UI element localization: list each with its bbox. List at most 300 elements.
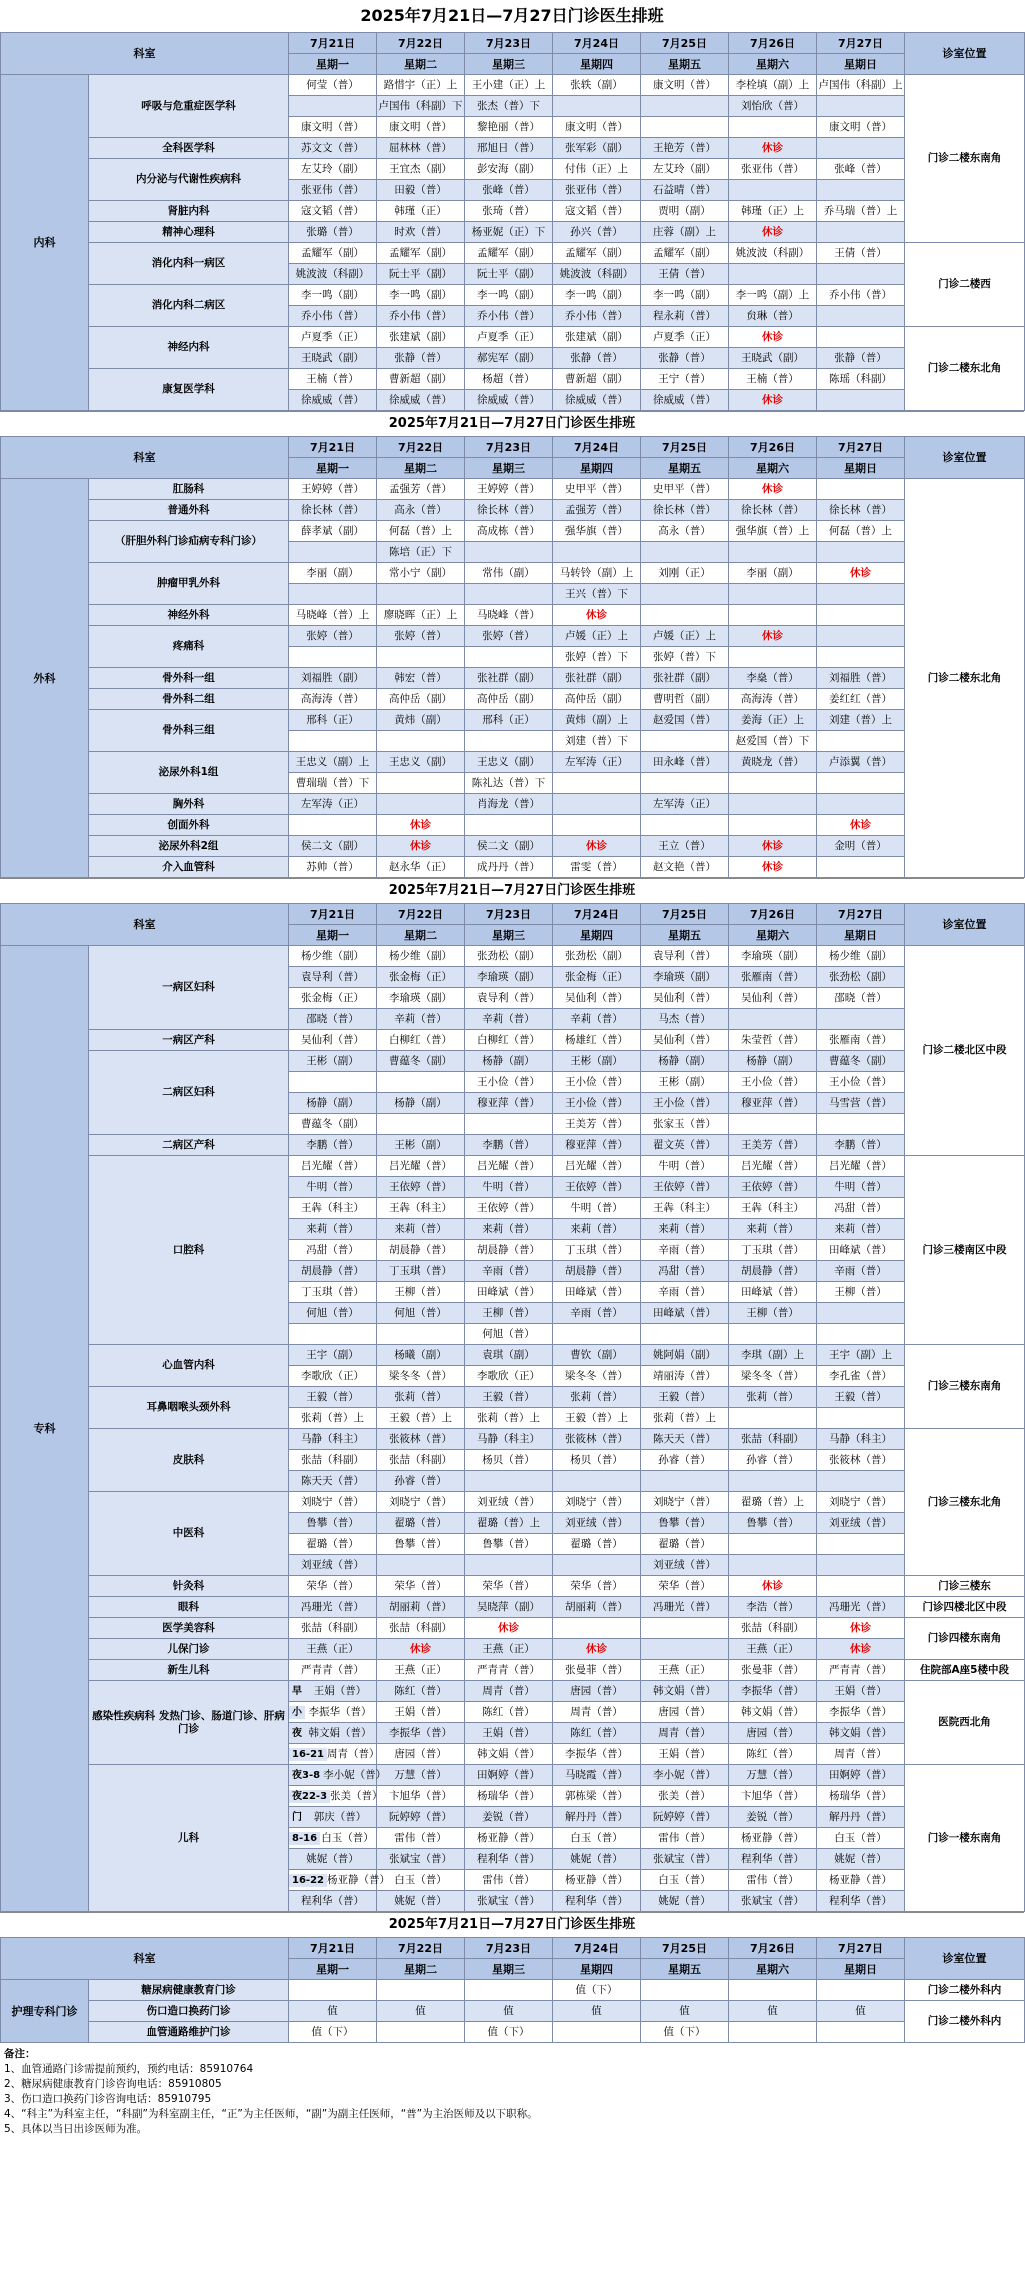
location-header: 诊室位置	[905, 904, 1025, 946]
date-header: 7月21日	[289, 904, 377, 925]
schedule-cell	[553, 815, 641, 836]
schedule-cell: 乔小伟（普）	[377, 306, 465, 327]
schedule-cell: 翟璐（普）	[289, 1534, 377, 1555]
schedule-cell	[641, 117, 729, 138]
schedule-cell: 王娟（普）	[465, 1723, 553, 1744]
schedule-cell: 左军涛（正）	[553, 752, 641, 773]
note-item: 1、血管通路门诊需提前预约，预约电话：85910764	[4, 2063, 254, 2075]
schedule-cell: 田峰斌（普）	[729, 1282, 817, 1303]
schedule-cell: 张劲松（副）	[817, 967, 905, 988]
date-header: 7月23日	[465, 1938, 553, 1959]
schedule-cell: 赵文艳（普）	[641, 857, 729, 878]
schedule-cell: 姜红红（普）	[817, 689, 905, 710]
schedule-cell: 苏帅（普）	[289, 857, 377, 878]
schedule-cell: 田峰斌（普）	[641, 1303, 729, 1324]
table-row	[1, 563, 1025, 584]
schedule-cell: 王晓武（副）	[729, 348, 817, 369]
schedule-cell: 来莉（普）	[465, 1219, 553, 1240]
table-row	[1, 479, 1025, 500]
schedule-cell	[641, 1324, 729, 1345]
schedule-cell: 休诊	[377, 1639, 465, 1660]
schedule-cell: 丁玉琪（普）	[289, 1282, 377, 1303]
schedule-cell: 徐长林（普）	[465, 500, 553, 521]
clinic-location: 门诊四楼北区中段	[905, 1597, 1025, 1618]
schedule-cell: 张社群（副）	[553, 668, 641, 689]
schedule-cell: 苏文文（普）	[289, 138, 377, 159]
schedule-cell: 陈红（普）	[377, 1681, 465, 1702]
date-header: 7月26日	[729, 437, 817, 458]
schedule-cell: 值	[641, 2001, 729, 2022]
table-row	[1, 138, 1025, 159]
schedule-cell: 杨瑞华（普）	[817, 1786, 905, 1807]
location-header: 诊室位置	[905, 437, 1025, 479]
department-name: 消化内科二病区	[89, 285, 289, 327]
schedule-cell: 辛雨（普）	[641, 1282, 729, 1303]
schedule-cell: 荣华（普）	[641, 1576, 729, 1597]
schedule-cell: 翟璐（普）上	[465, 1513, 553, 1534]
department-name: 二病区妇科	[89, 1051, 289, 1135]
schedule-cell: 田永峰（普）	[641, 752, 729, 773]
schedule-cell: 张峰（普）	[817, 159, 905, 180]
department-name: 一病区妇科	[89, 946, 289, 1030]
schedule-cell: 翟璐（普）上	[729, 1492, 817, 1513]
schedule-cell: 黄炜（副）上	[553, 710, 641, 731]
schedule-cell	[377, 773, 465, 794]
schedule-cell: 冯甜（普）	[641, 1261, 729, 1282]
clinic-location: 门诊二楼外科内	[905, 2001, 1025, 2043]
schedule-cell: 徐威威（普）	[465, 390, 553, 411]
schedule-cell: 李一鸣（副）	[641, 285, 729, 306]
schedule-cell: 王犇（科主）	[377, 1198, 465, 1219]
weekday-header: 星期五	[641, 1959, 729, 1980]
schedule-cell: 翟璐（普）	[377, 1513, 465, 1534]
department-name: 肿瘤甲乳外科	[89, 563, 289, 605]
schedule-cell: 卢添翼（普）	[817, 752, 905, 773]
schedule-cell: 李栓填（副）上	[729, 75, 817, 96]
shift-label: 门	[289, 1811, 305, 1824]
schedule-cell: 姜锐（普）	[729, 1807, 817, 1828]
schedule-cell: 张亚伟（普）	[729, 159, 817, 180]
schedule-cell: 荣华（普）	[553, 1576, 641, 1597]
schedule-cell: 寇文韬（普）	[553, 201, 641, 222]
note-item: 2、糖尿病健康教育门诊咨询电话：85910805	[4, 2078, 222, 2090]
schedule-cell: 雷伟（普）	[641, 1828, 729, 1849]
schedule-cell: 卞旭华（普）	[729, 1786, 817, 1807]
table-row	[1, 75, 1025, 96]
schedule-cell	[377, 584, 465, 605]
weekday-header: 星期三	[465, 1959, 553, 1980]
schedule-cell: 鲁攀（普）	[729, 1513, 817, 1534]
schedule-cell: 李瑜瑛（副）	[465, 967, 553, 988]
schedule-cell	[377, 1072, 465, 1093]
schedule-cell	[729, 117, 817, 138]
schedule-cell	[817, 1009, 905, 1030]
schedule-cell: 王美芳（普）	[729, 1135, 817, 1156]
schedule-cell: 翟文英（普）	[641, 1135, 729, 1156]
schedule-cell: 王犇（科主）	[729, 1198, 817, 1219]
schedule-cell: 唐园（普）	[641, 1702, 729, 1723]
date-header: 7月22日	[377, 33, 465, 54]
schedule-cell	[553, 773, 641, 794]
schedule-cell: 休诊	[729, 836, 817, 857]
weekday-header: 星期二	[377, 54, 465, 75]
schedule-cell: 刘晓宁（普）	[377, 1492, 465, 1513]
schedule-cell: 雷伟（普）	[377, 1828, 465, 1849]
schedule-cell: 史甲平（普）	[641, 479, 729, 500]
schedule-cell: 夜22-3 张美（普）	[289, 1786, 377, 1807]
schedule-cell	[817, 1303, 905, 1324]
schedule-cell: 徐长林（普）	[729, 500, 817, 521]
schedule-cell: 程永莉（普）	[641, 306, 729, 327]
schedule-cell: 来莉（普）	[729, 1219, 817, 1240]
schedule-cell: 王毅（普）	[289, 1387, 377, 1408]
schedule-cell: 王燕（正）	[289, 1639, 377, 1660]
schedule-cell: 张静（普）	[817, 348, 905, 369]
shift-label: 夜3-8	[289, 1769, 323, 1782]
department-name: 皮肤科	[89, 1429, 289, 1492]
schedule-cell: 休诊	[377, 815, 465, 836]
schedule-cell: 王宜杰（副）	[377, 159, 465, 180]
schedule-cell: 王燕（正）	[641, 1660, 729, 1681]
schedule-cell: 杨贝（普）	[553, 1450, 641, 1471]
department-name: 骨外科三组	[89, 710, 289, 752]
schedule-cell: 休诊	[729, 479, 817, 500]
schedule-cell: 王宇（副）上	[817, 1345, 905, 1366]
schedule-cell: 邢科（正）	[465, 710, 553, 731]
schedule-cell	[289, 96, 377, 117]
schedule-cell: 张建斌（副）	[377, 327, 465, 348]
schedule-cell: 乔小伟（普）	[817, 285, 905, 306]
schedule-cell	[553, 1324, 641, 1345]
schedule-cell: 夜 韩文娟（普）	[289, 1723, 377, 1744]
schedule-cell	[289, 1072, 377, 1093]
schedule-cell: 刘晓宁（普）	[641, 1492, 729, 1513]
schedule-cell: 张筱林（普）	[817, 1450, 905, 1471]
schedule-cell: 值	[553, 2001, 641, 2022]
schedule-cell: 高仲岳（副）	[377, 689, 465, 710]
schedule-cell	[289, 731, 377, 752]
schedule-cell: 胡晨静（普）	[729, 1261, 817, 1282]
schedule-cell: 刘怡欣（普）	[729, 96, 817, 117]
schedule-cell: 王燕（正）	[729, 1639, 817, 1660]
department-name: 糖尿病健康教育门诊	[89, 1980, 289, 2001]
date-header: 7月24日	[553, 437, 641, 458]
schedule-cell: 李一鸣（副）上	[729, 285, 817, 306]
schedule-cell	[465, 731, 553, 752]
schedule-cell: 早 王娟（普）	[289, 1681, 377, 1702]
schedule-cell: 李振华（普）	[729, 1681, 817, 1702]
schedule-cell	[817, 1471, 905, 1492]
department-name: 精神心理科	[89, 222, 289, 243]
category-label: 专科	[1, 946, 89, 1912]
schedule-cell: 曹瑞瑞（普）下	[289, 773, 377, 794]
schedule-cell: 王小俭（普）	[465, 1072, 553, 1093]
table-row	[1, 946, 1025, 967]
schedule-cell: 高永（普）	[377, 500, 465, 521]
department-name: 中医科	[89, 1492, 289, 1576]
schedule-cell	[817, 390, 905, 411]
schedule-cell: 休诊	[377, 836, 465, 857]
schedule-cell	[729, 542, 817, 563]
weekday-header: 星期二	[377, 1959, 465, 1980]
schedule-cell: 韩文娟（普）	[641, 1681, 729, 1702]
weekday-header: 星期日	[817, 458, 905, 479]
schedule-cell: 王兴（普）下	[553, 584, 641, 605]
schedule-cell: 来莉（普）	[817, 1219, 905, 1240]
schedule-cell: 曹蕴冬（副）	[289, 1114, 377, 1135]
schedule-cell: 李歌欣（正）	[465, 1366, 553, 1387]
schedule-cell: 张筱林（普）	[553, 1429, 641, 1450]
date-header: 7月27日	[817, 437, 905, 458]
schedule-cell: 解丹丹（普）	[817, 1807, 905, 1828]
schedule-cell: 王小俭（普）	[729, 1072, 817, 1093]
schedule-cell: 徐长林（普）	[289, 500, 377, 521]
schedule-cell: 马静（科主）	[465, 1429, 553, 1450]
schedule-cell: 雷雯（普）	[553, 857, 641, 878]
date-header: 7月23日	[465, 904, 553, 925]
schedule-cell: 牛明（普）	[553, 1198, 641, 1219]
schedule-cell	[817, 1980, 905, 2001]
schedule-cell	[729, 180, 817, 201]
schedule-cell	[465, 584, 553, 605]
schedule-cell: 王忠义（副）	[465, 752, 553, 773]
schedule-cell: 马晓霞（普）	[553, 1765, 641, 1786]
schedule-cell: 张斌宝（普）	[729, 1891, 817, 1912]
schedule-cell: 杨静（副）	[289, 1093, 377, 1114]
schedule-cell: 张劲松（副）	[553, 946, 641, 967]
weekday-header: 星期三	[465, 458, 553, 479]
schedule-cell: 张家玉（普）	[641, 1114, 729, 1135]
schedule-cell: 韩瑾（正）	[377, 201, 465, 222]
schedule-cell: 田峰斌（普）	[817, 1240, 905, 1261]
schedule-cell	[729, 1555, 817, 1576]
schedule-cell: 王毅（普）上	[377, 1408, 465, 1429]
schedule-cell: 唐园（普）	[729, 1723, 817, 1744]
schedule-cell: 程利华（普）	[817, 1891, 905, 1912]
schedule-cell: 姜锐（普）	[465, 1807, 553, 1828]
schedule-cell: 强华旗（普）	[553, 521, 641, 542]
schedule-cell: 路惜宇（正）上	[377, 75, 465, 96]
schedule-cell: 姜海（正）上	[729, 710, 817, 731]
schedule-table	[0, 436, 1025, 878]
schedule-cell: 陈天天（普）	[289, 1471, 377, 1492]
clinic-location: 门诊二楼东北角	[905, 479, 1025, 878]
schedule-cell: 王娟（普）	[817, 1681, 905, 1702]
schedule-cell	[641, 1639, 729, 1660]
schedule-cell: 孟强芳（普）	[553, 500, 641, 521]
department-name: 创面外科	[89, 815, 289, 836]
weekday-header: 星期日	[817, 925, 905, 946]
schedule-cell: 王小俭（普）	[641, 1093, 729, 1114]
schedule-cell	[817, 1324, 905, 1345]
department-name: 呼吸与危重症医学科	[89, 75, 289, 138]
schedule-cell: 鲁攀（普）	[641, 1513, 729, 1534]
schedule-cell: 郭栋梁（普）	[553, 1786, 641, 1807]
schedule-cell: 王毅（普）	[817, 1387, 905, 1408]
schedule-cell: 牛明（普）	[817, 1177, 905, 1198]
clinic-location: 门诊三楼南区中段	[905, 1156, 1025, 1345]
table-row	[1, 1492, 1025, 1513]
schedule-cell	[289, 542, 377, 563]
schedule-cell: 王艳芳（普）	[641, 138, 729, 159]
schedule-cell: 值（下）	[289, 2022, 377, 2043]
table-row	[1, 1429, 1025, 1450]
schedule-cell: 孙睿（普）	[641, 1450, 729, 1471]
schedule-cell: 李瑜瑛（副）	[729, 946, 817, 967]
schedule-cell: 刘福胜（副）	[289, 668, 377, 689]
schedule-cell: 王犇（科主）	[289, 1198, 377, 1219]
schedule-cell: 何莹（普）	[289, 75, 377, 96]
schedule-cell	[817, 138, 905, 159]
department-name: 骨外科一组	[89, 668, 289, 689]
schedule-cell: 来莉（普）	[377, 1219, 465, 1240]
table-row	[1, 222, 1025, 243]
notes	[0, 2043, 1024, 2141]
weekday-header: 星期六	[729, 1959, 817, 1980]
schedule-cell: 邢科（正）	[289, 710, 377, 731]
schedule-cell: 韩文娟（普）	[729, 1702, 817, 1723]
schedule-cell: 周青（普）	[817, 1744, 905, 1765]
schedule-cell: 孟耀军（副）	[641, 243, 729, 264]
schedule-table	[0, 32, 1025, 411]
schedule-cell: 王立（普）	[641, 836, 729, 857]
department-name: 普通外科	[89, 500, 289, 521]
schedule-cell	[817, 479, 905, 500]
schedule-cell: 郝宪军（副）	[465, 348, 553, 369]
schedule-cell: 康文明（普）	[377, 117, 465, 138]
schedule-cell: 杨少维（副）	[377, 946, 465, 967]
schedule-cell: 胡晨静（普）	[377, 1240, 465, 1261]
schedule-cell: 王忠义（副）	[377, 752, 465, 773]
schedule-cell	[465, 1555, 553, 1576]
schedule-cell: 朱莹哲（普）	[729, 1030, 817, 1051]
schedule-cell	[817, 1534, 905, 1555]
schedule-cell: 肖海龙（普）	[465, 794, 553, 815]
schedule-cell: 卢夏季（正）	[289, 327, 377, 348]
schedule-cell: 张社群（副）	[465, 668, 553, 689]
schedule-cell: 左艾玲（副）	[289, 159, 377, 180]
schedule-cell: 常小宁（副）	[377, 563, 465, 584]
shift-label: 小	[289, 1706, 305, 1719]
weekday-header: 星期二	[377, 458, 465, 479]
schedule-cell: 邵晓（普）	[817, 988, 905, 1009]
schedule-cell	[729, 605, 817, 626]
table-row	[1, 201, 1025, 222]
department-name: 泌尿外科2组	[89, 836, 289, 857]
schedule-cell	[817, 264, 905, 285]
schedule-cell: 王美芳（普）	[553, 1114, 641, 1135]
clinic-location: 住院部A座5楼中段	[905, 1660, 1025, 1681]
schedule-cell: 值（下）	[641, 2022, 729, 2043]
schedule-cell: 来莉（普）	[641, 1219, 729, 1240]
schedule-cell: 值	[465, 2001, 553, 2022]
schedule-cell: 陈天天（普）	[641, 1429, 729, 1450]
schedule-cell: 杨瑞华（普）	[465, 1786, 553, 1807]
weekday-header: 星期六	[729, 54, 817, 75]
schedule-cell	[817, 794, 905, 815]
schedule-cell: 李小妮（普）	[641, 1765, 729, 1786]
schedule-cell: 休诊	[729, 857, 817, 878]
schedule-cell	[553, 1618, 641, 1639]
table-row	[1, 369, 1025, 390]
schedule-cell: 门 郭庆（普）	[289, 1807, 377, 1828]
schedule-cell: 王宁（普）	[641, 369, 729, 390]
schedule-cell: 李琪（副）上	[729, 1345, 817, 1366]
table-row	[1, 1387, 1025, 1408]
schedule-cell: 王柳（普）	[729, 1303, 817, 1324]
schedule-cell: 梁冬冬（普）	[377, 1366, 465, 1387]
schedule-cell: 张婷（普）	[377, 626, 465, 647]
schedule-cell: 王依婷（普）	[377, 1177, 465, 1198]
schedule-cell: 王小俭（普）	[553, 1072, 641, 1093]
location-header: 诊室位置	[905, 1938, 1025, 1980]
department-name: 医学美容科	[89, 1618, 289, 1639]
table-row	[1, 1660, 1025, 1681]
schedule-cell: 胡丽莉（普）	[553, 1597, 641, 1618]
department-name: 眼科	[89, 1597, 289, 1618]
schedule-cell	[817, 1408, 905, 1429]
schedule-cell: 吕光耀（普）	[289, 1156, 377, 1177]
schedule-cell	[465, 1471, 553, 1492]
schedule-cell: 曹新超（副）	[377, 369, 465, 390]
clinic-location: 门诊二楼外科内	[905, 1980, 1025, 2001]
schedule-cell	[817, 605, 905, 626]
schedule-cell: 吴仙利（普）	[553, 988, 641, 1009]
date-header: 7月22日	[377, 1938, 465, 1959]
schedule-cell: 雷伟（普）	[729, 1870, 817, 1891]
schedule-cell: 吕光耀（普）	[817, 1156, 905, 1177]
schedule-cell: 高永（普）	[641, 521, 729, 542]
schedule-cell: 辛雨（普）	[817, 1261, 905, 1282]
schedule-cell: 田毅（普）	[377, 180, 465, 201]
schedule-cell: 杨雄红（普）	[553, 1030, 641, 1051]
schedule-cell: 穆亚萍（普）	[729, 1093, 817, 1114]
department-name: 耳鼻咽喉头颈外科	[89, 1387, 289, 1429]
schedule-cell: 时欢（普）	[377, 222, 465, 243]
schedule-cell: 张莉（普）	[729, 1387, 817, 1408]
table-row	[1, 1576, 1025, 1597]
schedule-cell: 荣华（普）	[465, 1576, 553, 1597]
department-name: 疼痛科	[89, 626, 289, 668]
department-name: 神经外科	[89, 605, 289, 626]
schedule-cell	[817, 180, 905, 201]
shift-label: 夜22-3	[289, 1790, 330, 1803]
schedule-cell: 穆亚萍（普）	[465, 1093, 553, 1114]
schedule-cell: 小 李振华（普）	[289, 1702, 377, 1723]
shift-label: 16-21	[289, 1748, 327, 1761]
schedule-cell: 徐长林（普）	[817, 500, 905, 521]
schedule-cell: 徐威威（普）	[289, 390, 377, 411]
schedule-cell: 鲁攀（普）	[465, 1534, 553, 1555]
schedule-cell: 邢旭日（普）	[465, 138, 553, 159]
schedule-cell: 张斌宝（普）	[641, 1849, 729, 1870]
schedule-cell: 陈红（普）	[553, 1723, 641, 1744]
schedule-cell: 韩文娟（普）	[817, 1723, 905, 1744]
schedule-cell: 荣华（普）	[377, 1576, 465, 1597]
schedule-cell: 王晓武（副）	[289, 348, 377, 369]
date-header: 7月21日	[289, 437, 377, 458]
clinic-location: 门诊二楼北区中段	[905, 946, 1025, 1156]
schedule-cell: 白柳红（普）	[377, 1030, 465, 1051]
schedule-cell: 张劲松（副）	[465, 946, 553, 967]
schedule-cell: 刘建（普）上	[817, 710, 905, 731]
schedule-cell: 屈林林（普）	[377, 138, 465, 159]
schedule-cell: 田峰斌（普）	[465, 1282, 553, 1303]
schedule-cell	[465, 647, 553, 668]
schedule-cell: 张金梅（正）	[377, 967, 465, 988]
table-row	[1, 521, 1025, 542]
schedule-cell: 张喆（科副）	[729, 1429, 817, 1450]
